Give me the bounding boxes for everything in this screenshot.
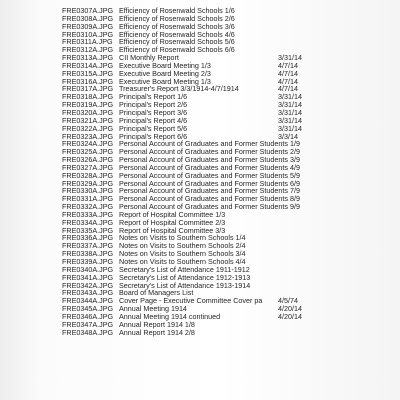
item-description: Personal Account of Graduates and Former Students 3/9 xyxy=(119,155,300,165)
file-name: FRE0326A.JPG xyxy=(62,155,114,165)
item-description: Notes on Visits to Southern Schools 3/4 xyxy=(119,249,246,259)
file-name: FRE0308A.JPG xyxy=(62,13,114,23)
file-name: FRE0309A.JPG xyxy=(62,21,114,31)
item-description: Annual Report 1914 2/8 xyxy=(119,327,195,337)
file-name: FRE0341A.JPG xyxy=(62,272,114,282)
item-date: 4/7/14 xyxy=(278,60,298,70)
item-description: Efficiency of Rosenwald Schools 3/6 xyxy=(119,21,235,31)
item-description: Personal Account of Graduates and Former Students 2/9 xyxy=(119,147,300,157)
file-name: FRE0343A.JPG xyxy=(62,288,114,298)
item-description: Principal's Report 3/6 xyxy=(119,107,188,117)
file-name: FRE0348A.JPG xyxy=(62,327,114,337)
file-name: FRE0320A.JPG xyxy=(62,107,114,117)
item-date: 4/7/14 xyxy=(278,84,298,94)
file-name: FRE0307A.JPG xyxy=(62,6,114,15)
file-name: FRE0316A.JPG xyxy=(62,76,114,86)
item-date: 3/31/14 xyxy=(278,123,302,133)
item-description: Treasurer's Report 3/3/1914-4/7/1914 xyxy=(119,84,239,94)
item-description: Efficiency of Rosenwald Schools 6/6 xyxy=(119,45,235,55)
item-description: Annual Meeting 1914 continued xyxy=(119,311,221,321)
item-description: Secretary's List of Attendance 1912-1913 xyxy=(119,272,251,282)
item-description: Personal Account of Graduates and Former Students 7/9 xyxy=(119,186,300,196)
file-name: FRE0314A.JPG xyxy=(62,60,114,70)
item-date: 3/31/14 xyxy=(278,100,302,110)
file-list xyxy=(62,7,400,336)
file-name: FRE0321A.JPG xyxy=(62,115,114,125)
file-name: FRE0324A.JPG xyxy=(62,139,114,149)
item-description: Personal Account of Graduates and Former Students 9/9 xyxy=(119,202,300,212)
item-description: CII Monthly Report xyxy=(119,53,179,63)
item-description: Annual Meeting 1914 xyxy=(119,304,187,314)
item-description: Principal's Report 1/6 xyxy=(119,92,188,102)
file-name: FRE0323A.JPG xyxy=(62,131,114,141)
file-name: FRE0347A.JPG xyxy=(62,319,114,329)
item-date: 3/3/14 xyxy=(278,131,298,141)
item-description: Notes on Visits to Southern Schools 4/4 xyxy=(119,257,246,266)
file-name: FRE0319A.JPG xyxy=(62,100,114,110)
file-name: FRE0331A.JPG xyxy=(62,194,114,204)
item-date: 3/31/14 xyxy=(278,107,302,117)
item-date: 4/7/14 xyxy=(278,68,298,78)
item-description: Cover Page - Executive Committee Cover pa xyxy=(119,296,263,306)
file-name: FRE0325A.JPG xyxy=(62,147,114,157)
item-description: Principal's Report 2/6 xyxy=(119,100,188,110)
item-description: Executive Board Meeting 2/3 xyxy=(119,68,211,78)
file-name: FRE0342A.JPG xyxy=(62,280,114,290)
file-name: FRE0330A.JPG xyxy=(62,186,114,196)
item-date: 4/20/14 xyxy=(278,311,302,321)
item-description: Secretary's List of Attendance 1913-1914 xyxy=(119,280,251,290)
file-name: FRE0334A.JPG xyxy=(62,217,114,227)
item-description: Principal's Report 4/6 xyxy=(119,115,188,125)
item-description: Report of Hospital Committee 2/3 xyxy=(119,217,226,227)
list-item xyxy=(62,329,400,337)
item-date: 3/31/14 xyxy=(278,115,302,125)
file-name: FRE0328A.JPG xyxy=(62,170,114,180)
item-description: Report of Hospital Committee 1/3 xyxy=(119,209,226,219)
file-name: FRE0335A.JPG xyxy=(62,225,114,235)
file-name: FRE0344A.JPG xyxy=(62,296,114,306)
item-description: Efficiency of Rosenwald Schools 2/6 xyxy=(119,13,235,23)
item-description: Personal Account of Graduates and Former Students 4/9 xyxy=(119,162,300,172)
item-description: Efficiency of Rosenwald Schools 4/6 xyxy=(119,29,235,39)
item-description: Notes on Visits to Southern Schools 1/4 xyxy=(119,233,246,243)
item-description: Report of Hospital Committee 3/3 xyxy=(119,225,226,235)
item-description: Executive Board Meeting 1/3 xyxy=(119,60,211,70)
file-name: FRE0336A.JPG xyxy=(62,233,114,243)
file-name: FRE0311A.JPG xyxy=(62,37,113,47)
file-name: FRE0340A.JPG xyxy=(62,264,114,274)
item-description: Principal's Report 6/6 xyxy=(119,131,188,141)
item-description: Personal Account of Graduates and Former Students 6/9 xyxy=(119,178,300,188)
item-description: Executive Board Meeting 1/3 xyxy=(119,76,211,86)
file-name: FRE0345A.JPG xyxy=(62,304,114,314)
item-date: 4/7/14 xyxy=(278,76,298,86)
file-name: FRE0337A.JPG xyxy=(62,241,114,251)
item-description: Personal Account of Graduates and Former Students 8/9 xyxy=(119,194,300,204)
file-name: FRE0310A.JPG xyxy=(62,29,114,39)
item-description: Efficiency of Rosenwald Schools 1/6 xyxy=(119,6,235,15)
item-date: 4/5/74 xyxy=(278,296,298,306)
item-description: Board of Managers List xyxy=(119,288,194,298)
file-name: FRE0313A.JPG xyxy=(62,53,114,63)
file-name: FRE0329A.JPG xyxy=(62,178,114,188)
file-name: FRE0332A.JPG xyxy=(62,202,114,212)
item-description: Personal Account of Graduates and Former Students 5/9 xyxy=(119,170,300,180)
file-name: FRE0317A.JPG xyxy=(62,84,114,94)
file-name: FRE0315A.JPG xyxy=(62,68,114,78)
file-name: FRE0327A.JPG xyxy=(62,162,114,172)
file-name: FRE0322A.JPG xyxy=(62,123,114,133)
item-date: 3/31/14 xyxy=(278,92,302,102)
item-description: Personal Account of Graduates and Former Students 1/9 xyxy=(119,139,300,149)
item-description: Notes on Visits to Southern Schools 2/4 xyxy=(119,241,246,251)
file-name: FRE0338A.JPG xyxy=(62,249,114,259)
file-name: FRE0339A.JPG xyxy=(62,257,114,266)
file-name: FRE0318A.JPG xyxy=(62,92,114,102)
file-name: FRE0333A.JPG xyxy=(62,209,114,219)
item-description: Principal's Report 5/6 xyxy=(119,123,188,133)
item-date: 3/31/14 xyxy=(278,53,302,63)
file-name: FRE0346A.JPG xyxy=(62,311,114,321)
item-description: Secretary's List of Attendance 1911-1912 xyxy=(119,264,250,274)
file-name: FRE0312A.JPG xyxy=(62,45,114,55)
item-description: Efficiency of Rosenwald Schools 5/6 xyxy=(119,37,235,47)
item-description: Annual Report 1914 1/8 xyxy=(119,319,195,329)
item-date: 4/20/14 xyxy=(278,304,302,314)
